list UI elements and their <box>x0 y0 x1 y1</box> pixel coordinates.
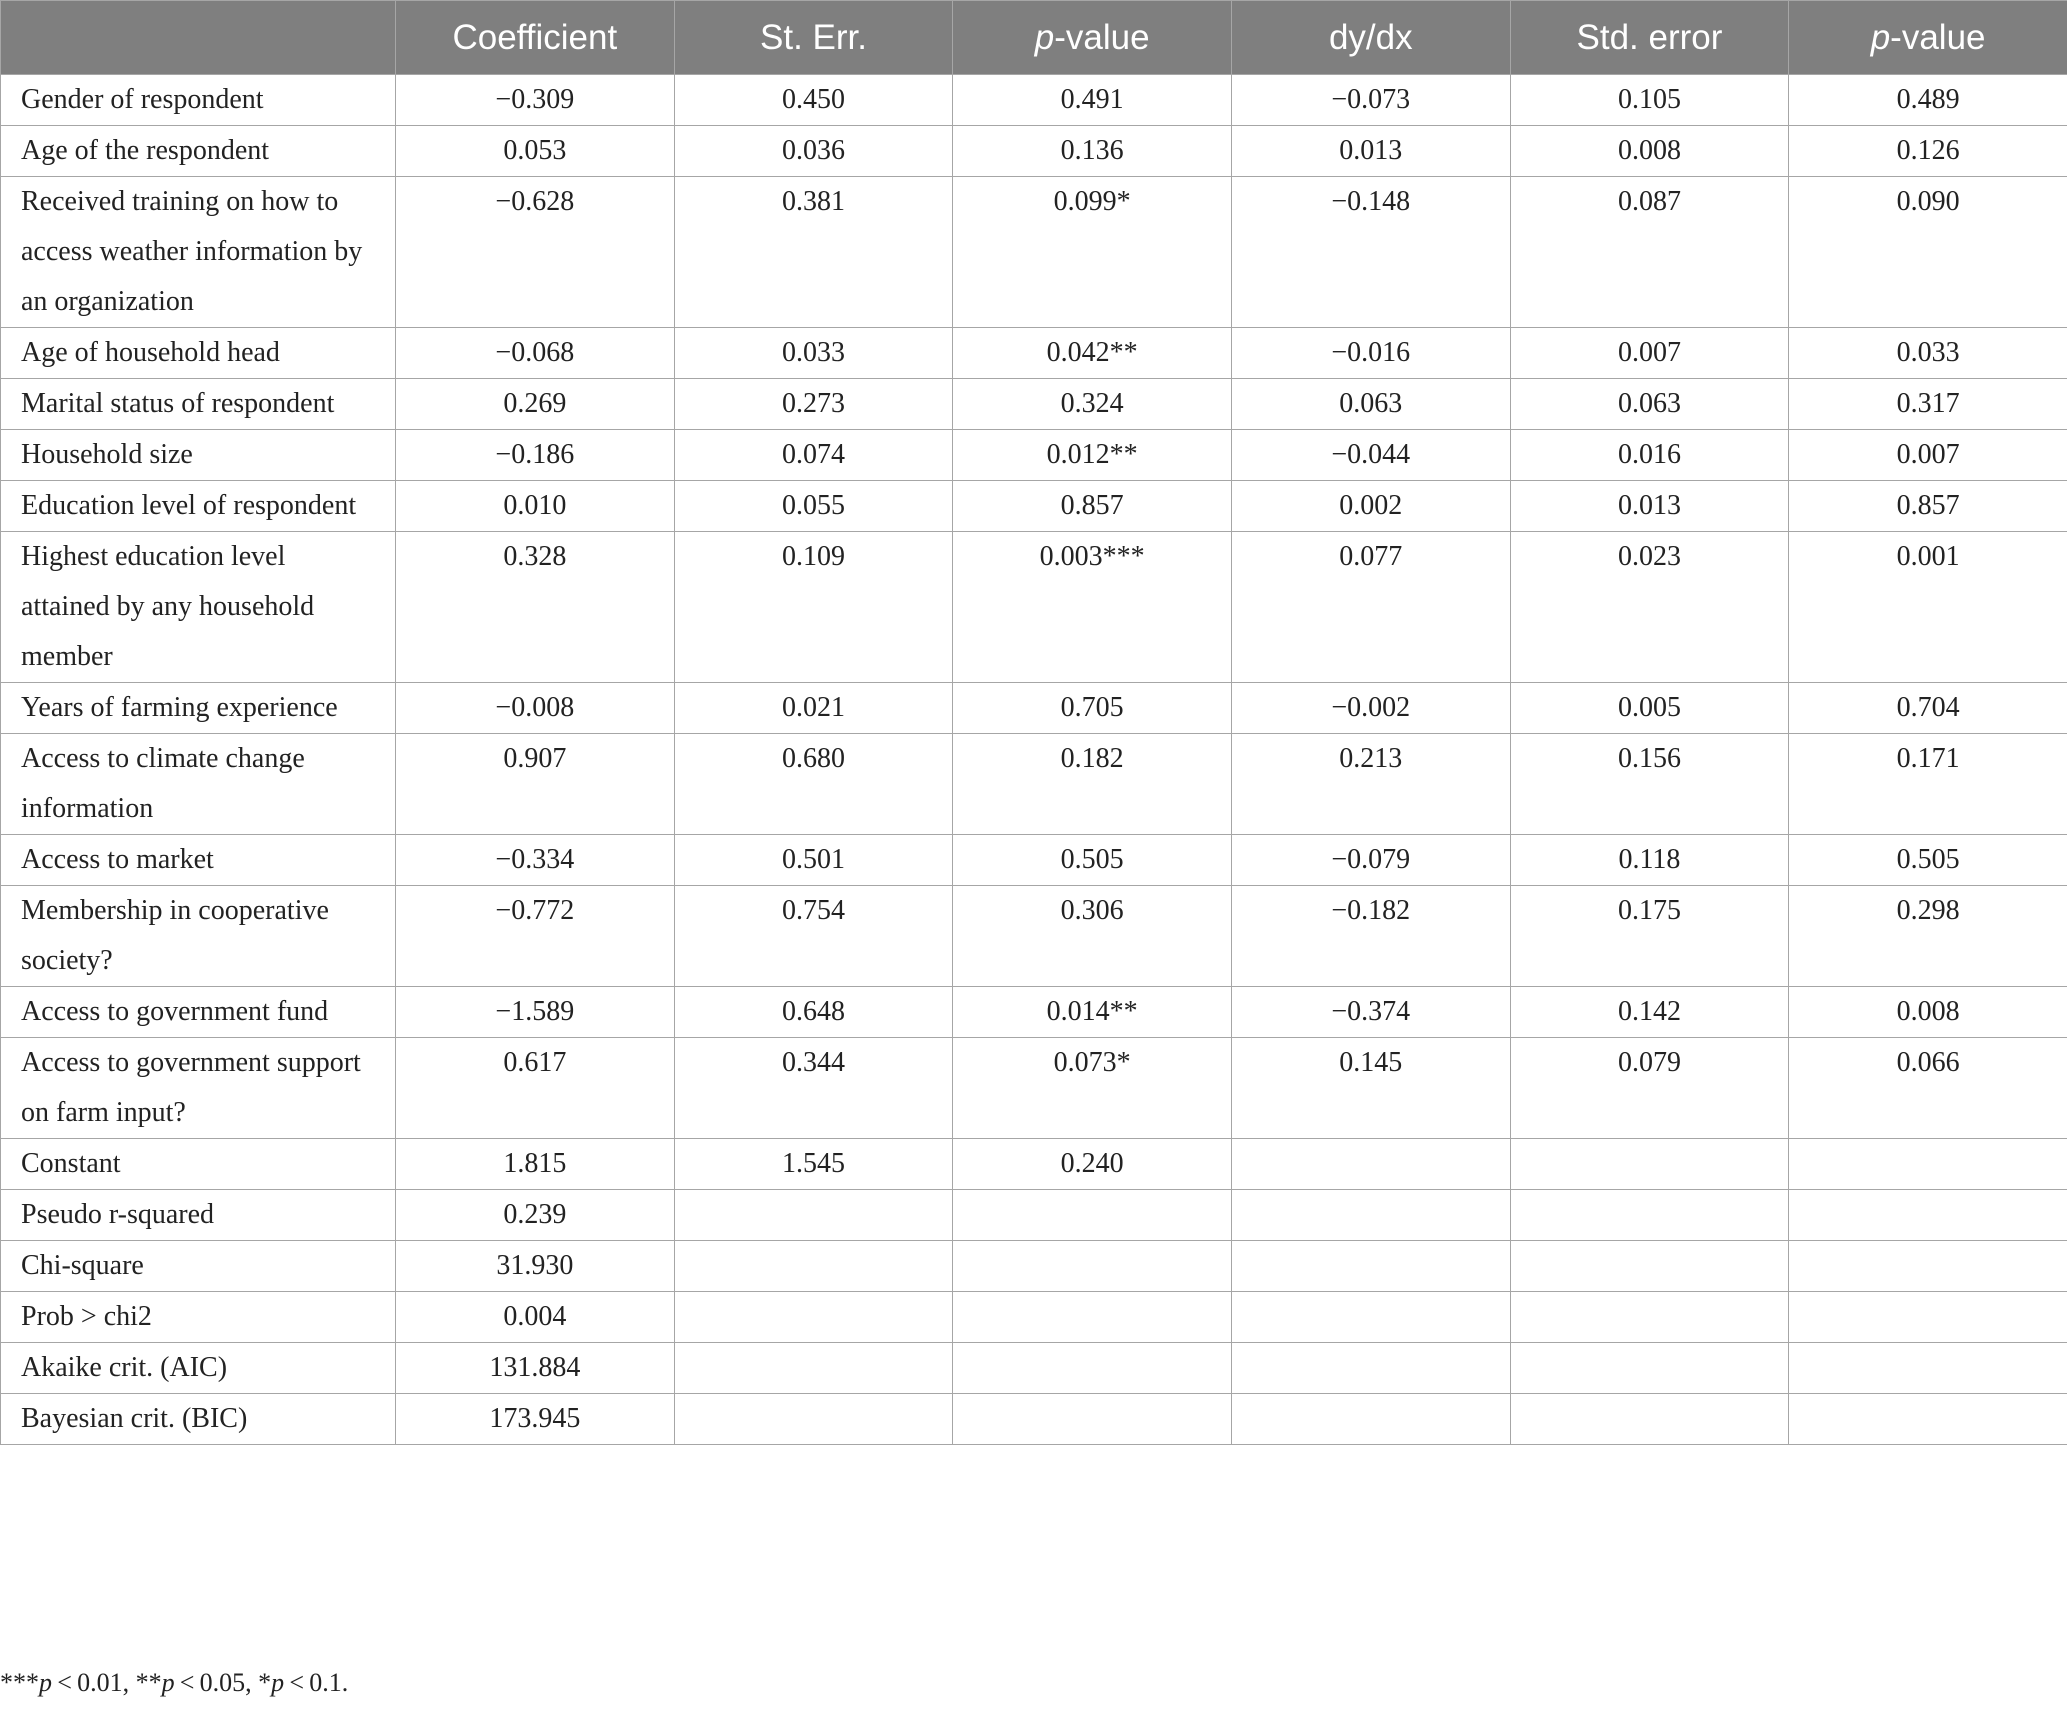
row-dydx: 0.213 <box>1231 734 1510 835</box>
row-coefficient: 0.328 <box>396 532 675 683</box>
row-p-value-2 <box>1789 1139 2067 1190</box>
table-body <box>1 75 2067 1445</box>
row-p-value: 0.182 <box>953 734 1232 835</box>
row-variable: Age of the respondent <box>1 126 396 177</box>
row-coefficient: 0.010 <box>396 481 675 532</box>
row-dydx <box>1231 1292 1510 1343</box>
row-coefficient: 0.239 <box>396 1190 675 1241</box>
row-variable: Bayesian crit. (BIC) <box>1 1394 396 1445</box>
table-header <box>1 1 2067 75</box>
row-variable: Access to government fund <box>1 987 396 1038</box>
row-p-value-2 <box>1789 1343 2067 1394</box>
row-p-value-2: 0.298 <box>1789 886 2067 987</box>
row-dydx: −0.374 <box>1231 987 1510 1038</box>
row-coefficient: −1.589 <box>396 987 675 1038</box>
row-std-error: 0.007 <box>1510 328 1789 379</box>
row-std-error: 0.118 <box>1510 835 1789 886</box>
row-std-error: 0.079 <box>1510 1038 1789 1139</box>
row-std-error: 0.142 <box>1510 987 1789 1038</box>
header-p-value <box>953 1 1232 75</box>
row-st-err: 0.754 <box>674 886 953 987</box>
header-p-rest: -value <box>1054 17 1150 57</box>
table-row <box>1 481 2067 532</box>
row-std-error: 0.023 <box>1510 532 1789 683</box>
table-row <box>1 1139 2067 1190</box>
row-p-value-2: 0.126 <box>1789 126 2067 177</box>
table-row <box>1 379 2067 430</box>
row-std-error: 0.156 <box>1510 734 1789 835</box>
row-dydx: 0.063 <box>1231 379 1510 430</box>
footnote-p-1: p <box>39 1668 52 1697</box>
row-dydx: 0.013 <box>1231 126 1510 177</box>
row-coefficient: −0.068 <box>396 328 675 379</box>
row-st-err <box>674 1394 953 1445</box>
footnote-p-2: p <box>161 1668 175 1697</box>
row-variable: Gender of respondent <box>1 75 396 126</box>
row-p-value-2: 0.857 <box>1789 481 2067 532</box>
row-st-err: 0.680 <box>674 734 953 835</box>
row-p-value-2: 0.001 <box>1789 532 2067 683</box>
row-std-error: 0.175 <box>1510 886 1789 987</box>
row-coefficient: −0.628 <box>396 177 675 328</box>
row-p-value: 0.857 <box>953 481 1232 532</box>
row-coefficient: 31.930 <box>396 1241 675 1292</box>
row-p-value <box>953 1190 1232 1241</box>
header-p-italic: p <box>1034 17 1055 57</box>
row-std-error <box>1510 1343 1789 1394</box>
row-st-err: 0.109 <box>674 532 953 683</box>
header-variable <box>1 1 396 75</box>
table-row <box>1 532 2067 683</box>
row-p-value: 0.491 <box>953 75 1232 126</box>
row-p-value <box>953 1292 1232 1343</box>
table-row <box>1 1292 2067 1343</box>
row-std-error: 0.016 <box>1510 430 1789 481</box>
row-p-value-2: 0.704 <box>1789 683 2067 734</box>
row-p-value <box>953 1394 1232 1445</box>
row-p-value <box>953 1241 1232 1292</box>
row-std-error: 0.105 <box>1510 75 1789 126</box>
table-row <box>1 1038 2067 1139</box>
row-p-value: 0.073* <box>953 1038 1232 1139</box>
row-p-value-2: 0.008 <box>1789 987 2067 1038</box>
row-std-error <box>1510 1394 1789 1445</box>
row-dydx <box>1231 1394 1510 1445</box>
table-row <box>1 886 2067 987</box>
row-variable: Highest education level attained by any household member <box>1 532 396 683</box>
row-dydx: −0.079 <box>1231 835 1510 886</box>
table-row <box>1 987 2067 1038</box>
table-row <box>1 1343 2067 1394</box>
row-p-value-2: 0.090 <box>1789 177 2067 328</box>
row-p-value-2: 0.171 <box>1789 734 2067 835</box>
row-coefficient: 1.815 <box>396 1139 675 1190</box>
footnote-text-1: < 0.01, ** <box>52 1668 162 1697</box>
header-row <box>1 1 2067 75</box>
row-p-value: 0.003*** <box>953 532 1232 683</box>
row-p-value <box>953 1343 1232 1394</box>
row-st-err: 0.648 <box>674 987 953 1038</box>
row-dydx: 0.002 <box>1231 481 1510 532</box>
row-st-err: 0.344 <box>674 1038 953 1139</box>
row-st-err: 0.021 <box>674 683 953 734</box>
row-dydx: −0.148 <box>1231 177 1510 328</box>
row-st-err <box>674 1190 953 1241</box>
row-p-value-2 <box>1789 1190 2067 1241</box>
row-p-value-2 <box>1789 1241 2067 1292</box>
header-std-error: Std. error <box>1510 1 1789 75</box>
table-row <box>1 430 2067 481</box>
header-st-err: St. Err. <box>674 1 953 75</box>
header-p2-rest: -value <box>1890 17 1986 57</box>
table-row <box>1 835 2067 886</box>
row-dydx: 0.077 <box>1231 532 1510 683</box>
row-st-err <box>674 1343 953 1394</box>
row-std-error: 0.087 <box>1510 177 1789 328</box>
header-p2-italic: p <box>1870 17 1891 57</box>
row-dydx <box>1231 1343 1510 1394</box>
row-variable: Access to government support on farm input? <box>1 1038 396 1139</box>
row-st-err: 0.273 <box>674 379 953 430</box>
row-std-error <box>1510 1241 1789 1292</box>
row-p-value: 0.042** <box>953 328 1232 379</box>
row-st-err: 0.501 <box>674 835 953 886</box>
row-variable: Years of farming experience <box>1 683 396 734</box>
row-variable: Pseudo r-squared <box>1 1190 396 1241</box>
table-row <box>1 734 2067 835</box>
row-dydx: −0.044 <box>1231 430 1510 481</box>
footnote-p-3: p <box>271 1668 285 1697</box>
row-st-err: 0.036 <box>674 126 953 177</box>
header-dydx: dy/dx <box>1231 1 1510 75</box>
row-coefficient: 0.004 <box>396 1292 675 1343</box>
row-variable: Access to market <box>1 835 396 886</box>
table-row <box>1 126 2067 177</box>
row-p-value-2: 0.505 <box>1789 835 2067 886</box>
row-coefficient: 131.884 <box>396 1343 675 1394</box>
row-coefficient: −0.334 <box>396 835 675 886</box>
row-p-value: 0.136 <box>953 126 1232 177</box>
row-variable: Marital status of respondent <box>1 379 396 430</box>
row-st-err <box>674 1241 953 1292</box>
row-std-error <box>1510 1190 1789 1241</box>
table-footnote <box>0 1668 348 1698</box>
row-variable: Chi-square <box>1 1241 396 1292</box>
row-st-err: 0.450 <box>674 75 953 126</box>
row-st-err: 0.074 <box>674 430 953 481</box>
row-p-value-2: 0.489 <box>1789 75 2067 126</box>
row-variable: Akaike crit. (AIC) <box>1 1343 396 1394</box>
row-variable: Education level of respondent <box>1 481 396 532</box>
row-p-value-2 <box>1789 1394 2067 1445</box>
row-dydx: 0.145 <box>1231 1038 1510 1139</box>
table-row <box>1 75 2067 126</box>
row-variable: Age of household head <box>1 328 396 379</box>
row-dydx <box>1231 1190 1510 1241</box>
row-st-err: 0.381 <box>674 177 953 328</box>
table-row <box>1 1190 2067 1241</box>
row-p-value: 0.505 <box>953 835 1232 886</box>
row-variable: Household size <box>1 430 396 481</box>
row-p-value: 0.014** <box>953 987 1232 1038</box>
row-variable: Membership in cooperative society? <box>1 886 396 987</box>
row-dydx <box>1231 1241 1510 1292</box>
row-coefficient: 0.617 <box>396 1038 675 1139</box>
header-p-value-2 <box>1789 1 2067 75</box>
footnote-stars-1: *** <box>0 1668 39 1697</box>
row-variable: Received training on how to access weather information by an organization <box>1 177 396 328</box>
row-p-value: 0.306 <box>953 886 1232 987</box>
row-p-value: 0.324 <box>953 379 1232 430</box>
row-dydx: −0.182 <box>1231 886 1510 987</box>
row-coefficient: 0.053 <box>396 126 675 177</box>
row-coefficient: −0.008 <box>396 683 675 734</box>
row-std-error: 0.013 <box>1510 481 1789 532</box>
table-row <box>1 328 2067 379</box>
row-st-err <box>674 1292 953 1343</box>
row-st-err: 0.033 <box>674 328 953 379</box>
table-row <box>1 683 2067 734</box>
row-std-error <box>1510 1139 1789 1190</box>
header-coefficient: Coefficient <box>396 1 675 75</box>
row-dydx: −0.002 <box>1231 683 1510 734</box>
row-std-error: 0.008 <box>1510 126 1789 177</box>
row-p-value-2: 0.033 <box>1789 328 2067 379</box>
row-coefficient: −0.309 <box>396 75 675 126</box>
footnote-text-2: < 0.05, * <box>174 1668 272 1697</box>
row-variable: Access to climate change information <box>1 734 396 835</box>
row-coefficient: −0.772 <box>396 886 675 987</box>
row-p-value: 0.099* <box>953 177 1232 328</box>
row-variable: Prob > chi2 <box>1 1292 396 1343</box>
row-p-value-2: 0.007 <box>1789 430 2067 481</box>
footnote-text-3: < 0.1. <box>284 1668 349 1697</box>
row-dydx <box>1231 1139 1510 1190</box>
row-coefficient: 0.269 <box>396 379 675 430</box>
row-st-err: 0.055 <box>674 481 953 532</box>
row-coefficient: −0.186 <box>396 430 675 481</box>
row-std-error: 0.063 <box>1510 379 1789 430</box>
row-p-value-2: 0.066 <box>1789 1038 2067 1139</box>
row-variable: Constant <box>1 1139 396 1190</box>
row-p-value-2 <box>1789 1292 2067 1343</box>
row-dydx: −0.073 <box>1231 75 1510 126</box>
row-p-value: 0.240 <box>953 1139 1232 1190</box>
table-row <box>1 1394 2067 1445</box>
row-coefficient: 0.907 <box>396 734 675 835</box>
table-row <box>1 1241 2067 1292</box>
row-p-value-2: 0.317 <box>1789 379 2067 430</box>
row-p-value: 0.012** <box>953 430 1232 481</box>
row-st-err: 1.545 <box>674 1139 953 1190</box>
row-std-error: 0.005 <box>1510 683 1789 734</box>
row-std-error <box>1510 1292 1789 1343</box>
row-p-value: 0.705 <box>953 683 1232 734</box>
row-dydx: −0.016 <box>1231 328 1510 379</box>
table-row <box>1 177 2067 328</box>
row-coefficient: 173.945 <box>396 1394 675 1445</box>
